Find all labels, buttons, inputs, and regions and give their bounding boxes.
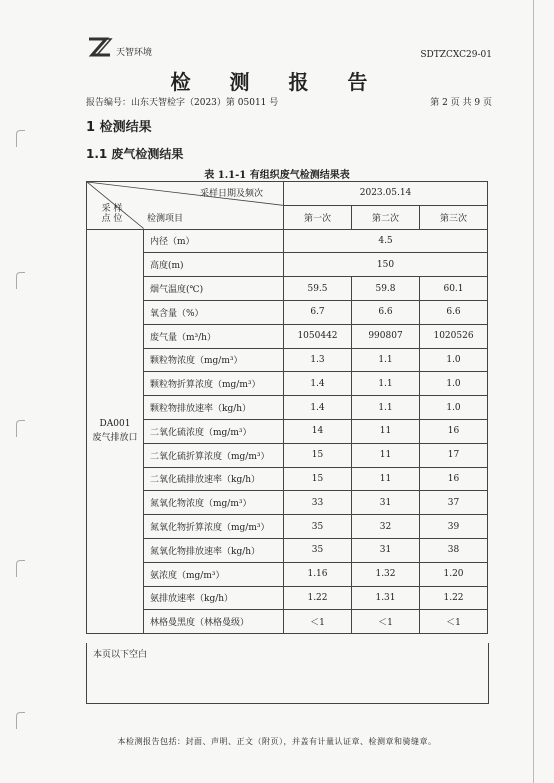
value-cell: ＜1 <box>352 610 420 634</box>
test-item: 氮氧化物排放速率（kg/h） <box>144 538 284 562</box>
value-cell: 37 <box>420 491 488 515</box>
test-item: 颗粒物浓度（mg/m³） <box>144 348 284 372</box>
value-cell: 14 <box>284 419 352 443</box>
value-cell: 6.6 <box>352 300 420 324</box>
binder-mark <box>16 560 25 577</box>
table-row <box>87 348 488 372</box>
table-row <box>87 610 488 634</box>
value-cell: 59.8 <box>352 277 420 301</box>
table-row <box>87 324 488 348</box>
table-row <box>87 443 488 467</box>
value-cell: 1020526 <box>420 324 488 348</box>
test-item: 二氧化硫排放速率（kg/h） <box>144 467 284 491</box>
value-cell: 6.6 <box>420 300 488 324</box>
blank-note: 本页以下空白 <box>86 643 489 704</box>
table-row <box>87 491 488 515</box>
value-cell: 35 <box>284 538 352 562</box>
value-cell: 1.1 <box>352 396 420 420</box>
value-cell: 1.32 <box>352 562 420 586</box>
value-cell: 59.5 <box>284 277 352 301</box>
value-cell: 1.20 <box>420 562 488 586</box>
value-cell: 1.1 <box>352 348 420 372</box>
value-cell: 1.0 <box>420 396 488 420</box>
freq-3: 第三次 <box>420 205 488 229</box>
test-item: 废气量（m³/h） <box>144 324 284 348</box>
value-cell: 1.0 <box>420 348 488 372</box>
logo-icon <box>86 36 114 58</box>
value-cell: 1.22 <box>420 586 488 610</box>
test-item: 内径（m） <box>144 229 284 253</box>
merged-value: 150 <box>284 253 488 277</box>
report-number: 报告编号：山东天智检字（2023）第 05011 号 <box>86 98 279 108</box>
test-item: 氨浓度（mg/m³） <box>144 562 284 586</box>
table-row <box>87 229 488 253</box>
test-item: 林格曼黑度（林格曼级） <box>144 610 284 634</box>
freq-2: 第二次 <box>352 205 420 229</box>
value-cell: 1.4 <box>284 372 352 396</box>
test-item: 二氧化硫折算浓度（mg/m³） <box>144 443 284 467</box>
value-cell: 32 <box>352 515 420 539</box>
value-cell: 1.3 <box>284 348 352 372</box>
freq-1: 第一次 <box>284 205 352 229</box>
binder-mark <box>16 130 25 147</box>
value-cell: 11 <box>352 419 420 443</box>
value-cell: 1.22 <box>284 586 352 610</box>
subsection-heading: 1.1 废气检测结果 <box>86 147 184 161</box>
page-number: 第 2 页 共 9 页 <box>430 98 492 108</box>
value-cell: 1.4 <box>284 396 352 420</box>
value-cell: 990807 <box>352 324 420 348</box>
sampling-date-header: 采样日期及频次 <box>199 189 263 199</box>
table-caption: 表 1.1-1 有组织废气检测结果表 <box>204 170 350 181</box>
value-cell: 31 <box>352 491 420 515</box>
doc-code: SDTZCXC29-01 <box>420 50 492 60</box>
table-header-row <box>87 182 488 206</box>
value-cell: 33 <box>284 491 352 515</box>
merged-value: 4.5 <box>284 229 488 253</box>
value-cell: 15 <box>284 443 352 467</box>
binder-mark <box>16 272 25 289</box>
table-row <box>87 300 488 324</box>
section-heading: 1 检测结果 <box>86 120 152 135</box>
value-cell: 60.1 <box>420 277 488 301</box>
test-item: 颗粒物排放速率（kg/h） <box>144 396 284 420</box>
company-logo <box>86 36 152 58</box>
test-item: 烟气温度(℃) <box>144 277 284 301</box>
item-header: 检测项目 <box>147 213 184 224</box>
diagonal-header-cell <box>87 182 284 230</box>
page-title: 检 测 报 告 <box>170 70 384 94</box>
value-cell: 1.16 <box>284 562 352 586</box>
table-row <box>87 538 488 562</box>
test-item: 高度(m) <box>144 253 284 277</box>
value-cell: 11 <box>352 443 420 467</box>
value-cell: 16 <box>420 467 488 491</box>
footer-note: 本检测报告包括：封面、声明、正文（附页），并盖有计量认证章、检测章和骑缝章。 <box>117 737 437 746</box>
test-item: 氧含量（%） <box>144 300 284 324</box>
test-item: 氮氧化物浓度（mg/m³） <box>144 491 284 515</box>
table-row <box>87 396 488 420</box>
company-name: 天智环境 <box>116 47 153 58</box>
test-item: 氨排放速率（kg/h） <box>144 586 284 610</box>
sampling-date: 2023.05.14 <box>284 182 488 206</box>
value-cell: 16 <box>420 419 488 443</box>
value-cell: 1.0 <box>420 372 488 396</box>
binder-mark <box>16 420 25 437</box>
binder-mark <box>16 712 25 729</box>
value-cell: 1050442 <box>284 324 352 348</box>
sampling-point: DA001 废气排放口 <box>87 229 144 634</box>
value-cell: 31 <box>352 538 420 562</box>
page-edge <box>533 0 534 783</box>
table-row <box>87 515 488 539</box>
value-cell: 39 <box>420 515 488 539</box>
table-row <box>87 253 488 277</box>
test-item: 颗粒物折算浓度（mg/m³） <box>144 372 284 396</box>
value-cell: 35 <box>284 515 352 539</box>
value-cell: 1.1 <box>352 372 420 396</box>
value-cell: 17 <box>420 443 488 467</box>
table-row <box>87 419 488 443</box>
table-row <box>87 586 488 610</box>
table-row <box>87 467 488 491</box>
value-cell: 11 <box>352 467 420 491</box>
test-item: 氮氧化物折算浓度（mg/m³） <box>144 515 284 539</box>
value-cell: 15 <box>284 467 352 491</box>
table-row <box>87 562 488 586</box>
value-cell: 38 <box>420 538 488 562</box>
point-header: 采 样 点 位 <box>101 204 123 224</box>
test-item: 二氧化硫浓度（mg/m³） <box>144 419 284 443</box>
value-cell: ＜1 <box>284 610 352 634</box>
value-cell: 6.7 <box>284 300 352 324</box>
results-table <box>86 181 488 634</box>
table-row <box>87 372 488 396</box>
value-cell: 1.31 <box>352 586 420 610</box>
table-row <box>87 277 488 301</box>
value-cell: ＜1 <box>420 610 488 634</box>
